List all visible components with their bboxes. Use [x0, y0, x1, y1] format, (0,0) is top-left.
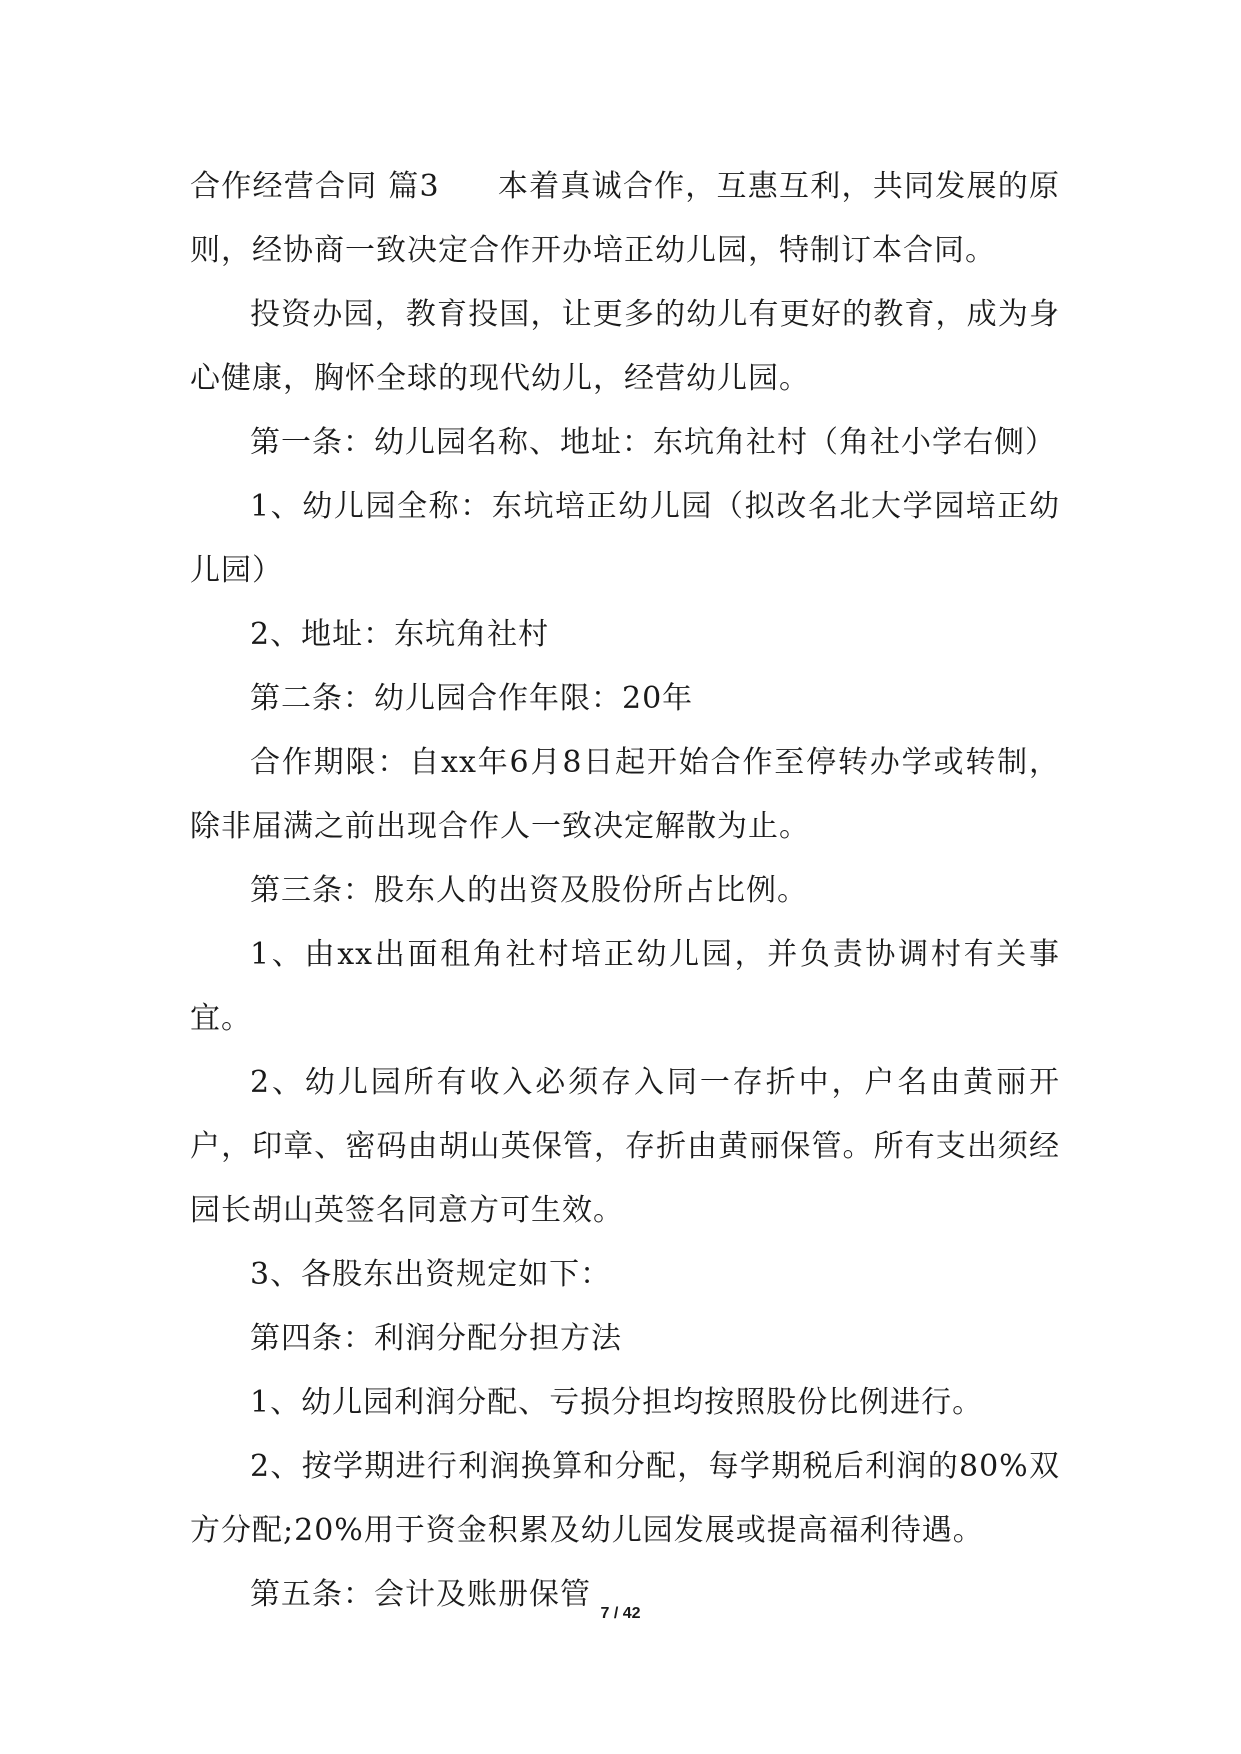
- list-item: 2、按学期进行利润换算和分配，每学期税后利润的80%双方分配;20%用于资金积累及幼儿园发展或提高福利待遇。: [190, 1449, 1060, 1548]
- article-heading: 第二条：幼儿园合作年限：20年: [250, 681, 694, 716]
- article-heading: 第三条：股东人的出资及股份所占比例。: [250, 873, 808, 908]
- list-item: 1、由xx出面租角社村培正幼儿园，并负责协调村有关事宜。: [190, 937, 1060, 1036]
- section-title: 合作经营合同 篇3: [190, 169, 440, 204]
- article-heading: 第一条：幼儿园名称、地址：东坑角社村（角社小学右侧）: [250, 425, 1056, 460]
- list-item: 3、各股东出资规定如下：: [250, 1257, 612, 1292]
- paragraph: 合作期限：自xx年6月8日起开始合作至停转办学或转制，除非届满之前出现合作人一致决定解散为止。: [190, 745, 1060, 844]
- article-heading: 第四条：利润分配分担方法: [250, 1321, 622, 1356]
- list-item: 2、幼儿园所有收入必须存入同一存折中，户名由黄丽开户，印章、密码由胡山英保管，存折由黄丽保管。所有支出须经园长胡山英签名同意方可生效。: [190, 1065, 1060, 1228]
- article-heading: 第五条：会计及账册保管: [250, 1577, 591, 1612]
- page-number: 7 / 42: [600, 1605, 641, 1622]
- list-item: 2、地址：东坑角社村: [250, 617, 550, 652]
- list-item: 1、幼儿园利润分配、亏损分担均按照股份比例进行。: [250, 1385, 984, 1420]
- list-item: 1、幼儿园全称：东坑培正幼儿园（拟改名北大学园培正幼儿园）: [190, 489, 1060, 588]
- document-body: [190, 155, 1060, 1627]
- paragraph-text: 本着真诚合作，互惠互利，共同发展的原则，经协商一致决定合作开办培正幼儿园，特制订本合同。: [190, 169, 1061, 268]
- section-intro-paragraph: [190, 155, 1060, 283]
- paragraph: 投资办园，教育投国，让更多的幼儿有更好的教育，成为身心健康，胸怀全球的现代幼儿，经营幼儿园。: [190, 297, 1060, 396]
